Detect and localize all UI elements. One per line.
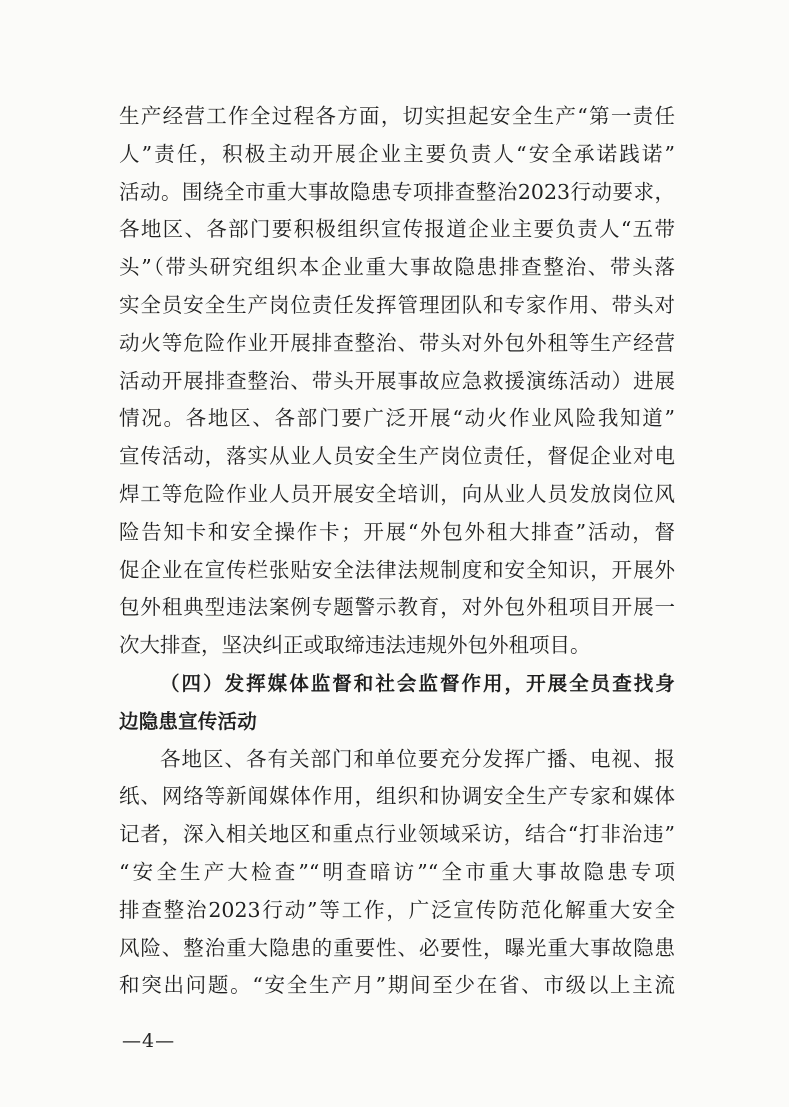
text-line: 焊工等危险作业人员开展安全培训，向从业人员发放岗位风 [119,481,675,506]
text-line: 排查整治2023行动”等工作，广泛宣传防范化解重大安全 [119,897,675,922]
text-line: 和突出问题。“安全生产月”期间至少在省、市级以上主流 [119,973,675,998]
section-heading-line: 边隐患宣传活动 [119,709,257,733]
text-line: 各地区、各部门要积极组织宣传报道企业主要负责人“五带 [119,217,675,242]
document-body [119,98,675,1005]
text-line: 次大排查，坚决纠正或取缔违法违规外包外租项目。 [119,633,591,658]
text-line: 情况。各地区、各部门要广泛开展“动火作业风险我知道” [119,406,675,431]
section-heading-line: （四）发挥媒体监督和社会监督作用，开展全员查找身 [160,671,675,695]
text-line: 包外租典型违法案例专题警示教育，对外包外租项目开展一 [119,595,675,620]
text-line: “安全生产大检查”“明查暗访”“全市重大事故隐患专项 [119,859,675,884]
text-line: 险告知卡和安全操作卡；开展“外包外租大排查”活动，督 [119,519,675,544]
text-line: 活动。围绕全市重大事故隐患专项排查整治2023行动要求， [119,179,675,204]
page-number: —4— [122,1030,176,1052]
text-line: 记者，深入相关地区和重点行业领域采访，结合“打非治违” [119,822,675,847]
text-line: 促企业在宣传栏张贴安全法律法规制度和安全知识，开展外 [119,557,675,582]
text-line: 各地区、各有关部门和单位要充分发挥广播、电视、报 [160,746,675,771]
text-line: 头”（带头研究组织本企业重大事故隐患排查整治、带头落 [119,255,675,280]
text-line: 人”责任，积极主动开展企业主要负责人“安全承诺践诺” [119,141,675,166]
text-line: 活动开展排查整治、带头开展事故应急救援演练活动）进展 [119,368,675,393]
text-line: 宣传活动，落实从业人员安全生产岗位责任，督促企业对电 [119,444,675,469]
text-line: 纸、网络等新闻媒体作用，组织和协调安全生产专家和媒体 [119,784,675,809]
text-line: 风险、整治重大隐患的重要性、必要性，曝光重大事故隐患 [119,935,675,960]
text-line: 实全员安全生产岗位责任发挥管理团队和专家作用、带头对 [119,292,675,317]
text-line: 生产经营工作全过程各方面，切实担起安全生产“第一责任 [119,104,675,128]
text-line: 动火等危险作业开展排查整治、带头对外包外租等生产经营 [119,330,675,355]
